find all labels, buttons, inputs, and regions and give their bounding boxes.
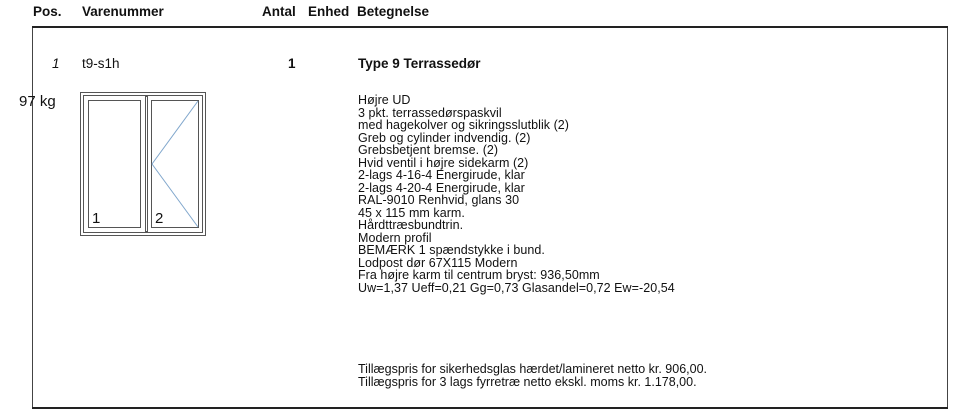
column-header-antal: Antal: [262, 4, 296, 19]
right-sash: [152, 101, 199, 228]
column-header-varenummer: Varenummer: [82, 4, 164, 19]
spec-line: RAL-9010 Renhvid, glans 30: [358, 193, 520, 207]
column-header-betegnelse: Betegnelse: [357, 4, 430, 19]
price-note: Tillægspris for sikerhedsglas hærdet/lamineret netto kr. 906,00.: [358, 362, 708, 376]
item-pos: 1: [52, 56, 60, 71]
item-varenummer: t9-s1h: [82, 56, 120, 71]
spec-line: Lodpost dør 67X115 Modern: [358, 255, 518, 270]
opening-line-top: [152, 101, 198, 164]
inner-frame: [84, 96, 203, 233]
left-sash: [89, 101, 141, 228]
right-border: [947, 28, 948, 408]
spec-line: Modern profil: [358, 230, 432, 245]
spec-line: 3 pkt. terrassedørspaskvil: [358, 105, 502, 120]
spec-line: Uw=1,37 Ueff=0,21 Gg=0,73 Glasandel=0,72 Ew=-20,54: [358, 280, 675, 295]
header-rule: [32, 26, 948, 28]
column-header-pos: Pos.: [33, 4, 62, 19]
item-weight: 97 kg: [19, 93, 56, 110]
price-notes: [358, 363, 707, 389]
spec-line: med hagekolver og sikringsslutblik (2): [358, 118, 570, 132]
spec-line: BEMÆRK 1 spændstykke i bund.: [358, 243, 545, 257]
spec-line: 2-lags 4-16-4 Energirude, klar: [358, 168, 525, 182]
door-drawing: [80, 92, 206, 236]
spec-line: Fra højre karm til centrum bryst: 936,50mm: [358, 268, 600, 282]
spec-line: Hvid ventil i højre sidekarm (2): [358, 155, 529, 170]
item-title: Type 9 Terrassedør: [358, 56, 481, 71]
item-antal: 1: [288, 56, 296, 71]
price-note: Tillægspris for 3 lags fyrretræ netto ekskl. moms kr. 1.178,00.: [358, 375, 697, 389]
spec-line: Hårdttræsbundtrin.: [358, 218, 464, 232]
spec-line: 2-lags 4-20-4 Energirude, klar: [358, 180, 525, 195]
spec-line: Grebsbetjent bremse. (2): [358, 143, 499, 157]
column-header-enhed: Enhed: [308, 4, 350, 19]
footer-rule: [32, 407, 948, 409]
mullion: [146, 97, 148, 232]
spec-line: Højre UD: [358, 93, 411, 107]
sash-label-2: 2: [155, 210, 164, 227]
spec-line: 45 x 115 mm karm.: [358, 205, 465, 220]
left-border: [32, 28, 33, 408]
sash-label-1: 1: [92, 210, 101, 227]
spec-list: [358, 94, 675, 294]
spec-line: Greb og cylinder indvendig. (2): [358, 130, 531, 145]
